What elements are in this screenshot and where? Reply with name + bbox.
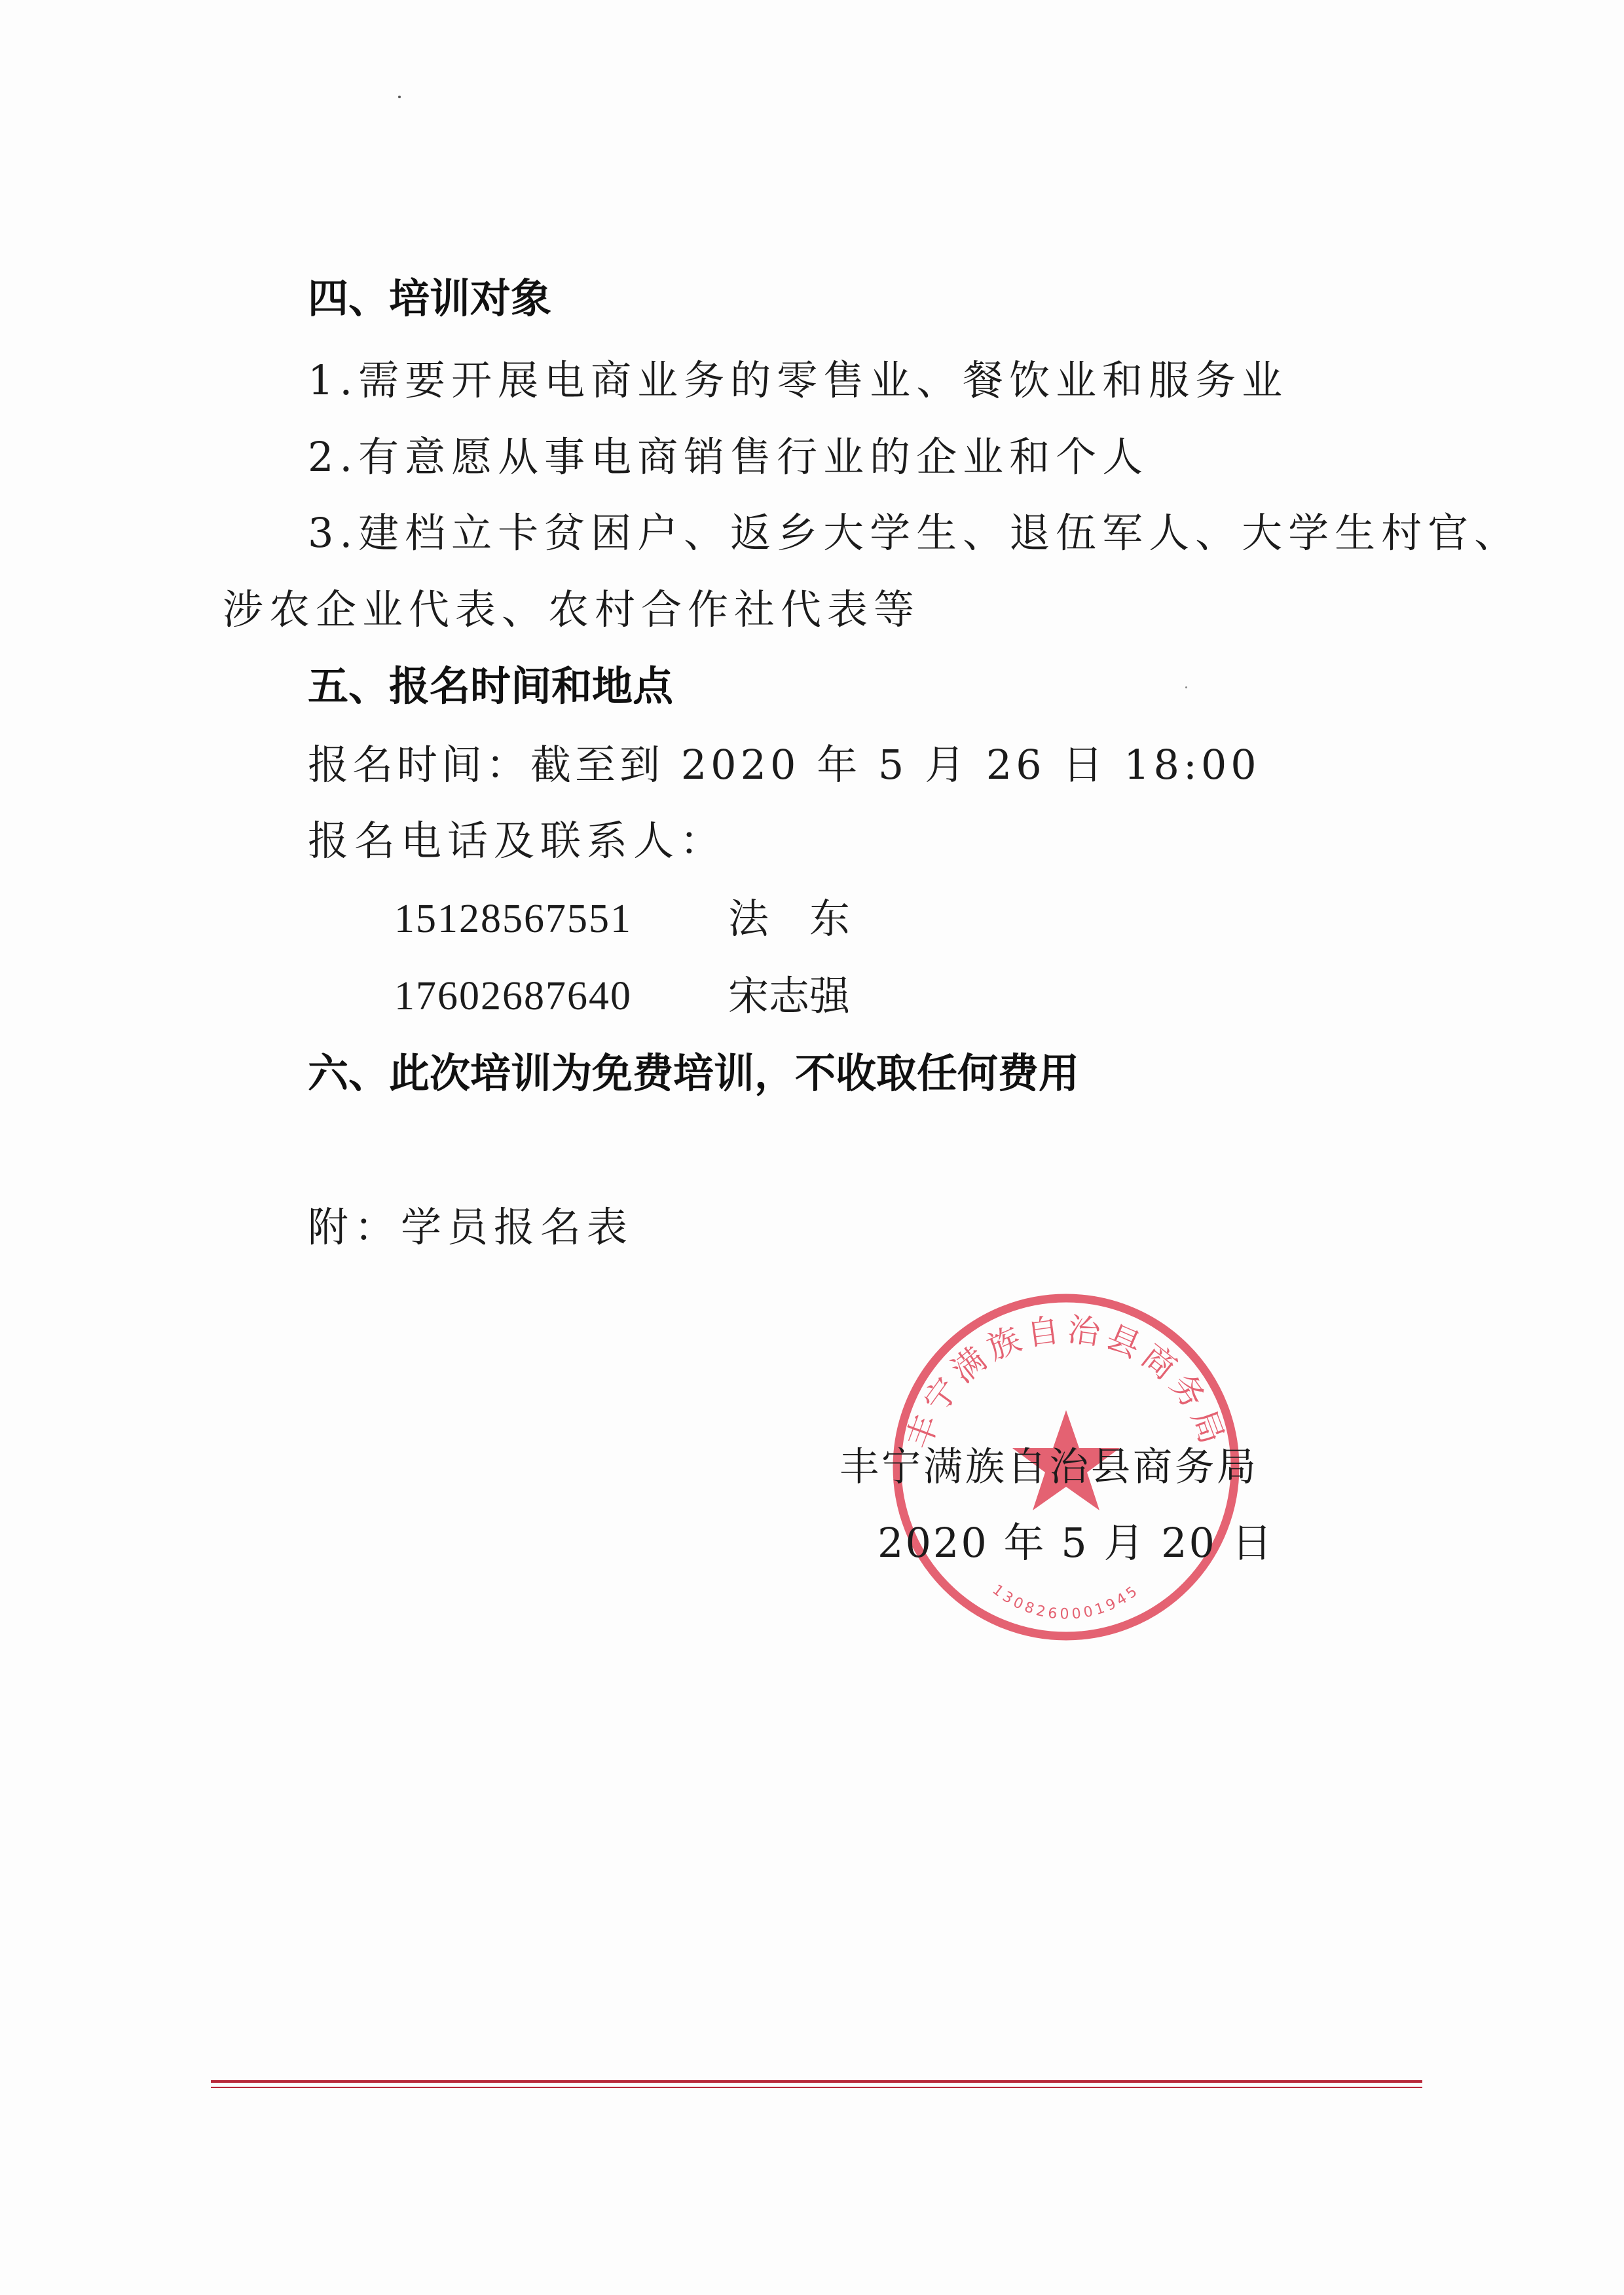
contact-phone: 15128567551 [394, 897, 632, 941]
signature-date: 2020 年 5 月 20 日 [877, 1519, 1274, 1567]
svg-text:1308260001945 [989, 1582, 1143, 1623]
contact-name: 法 东 [728, 895, 851, 942]
section-four-heading: 四、培训对象 [308, 274, 552, 322]
signature-organization: 丰宁满族自治县商务局 [840, 1444, 1259, 1490]
section-four-item-1: 1.需要开展电商业务的零售业、餐饮业和服务业 [308, 356, 1289, 404]
contact-phone: 17602687640 [394, 974, 632, 1018]
registration-time: 报名时间：截至到 2020 年 5 月 26 日 18:00 [308, 741, 1261, 789]
section-five-heading: 五、报名时间和地点 [308, 662, 674, 710]
footer-rule-thick [211, 2080, 1422, 2083]
section-four-item-3-line1: 3.建档立卡贫困户、返乡大学生、退伍军人、大学生村官、 [308, 509, 1521, 557]
scan-speck [1185, 686, 1187, 688]
section-four-item-3-line2: 涉农企业代表、农村合作社代表等 [223, 586, 921, 633]
section-four-item-2: 2.有意愿从事电商销售行业的企业和个人 [308, 433, 1149, 481]
seal-code: 1308260001945 [989, 1581, 1143, 1623]
footer-rule-thin [211, 2087, 1422, 2088]
attachment-note: 附：学员报名表 [308, 1203, 634, 1251]
seal-ring-text: 丰宁满族自治县商务局 [899, 1310, 1233, 1454]
section-six-heading: 六、此次培训为免费培训，不收取任何费用 [308, 1049, 1080, 1097]
registration-phone-label: 报名电话及联系人： [308, 817, 727, 865]
scan-speck [398, 96, 401, 98]
contact-name: 宋志强 [728, 972, 851, 1020]
